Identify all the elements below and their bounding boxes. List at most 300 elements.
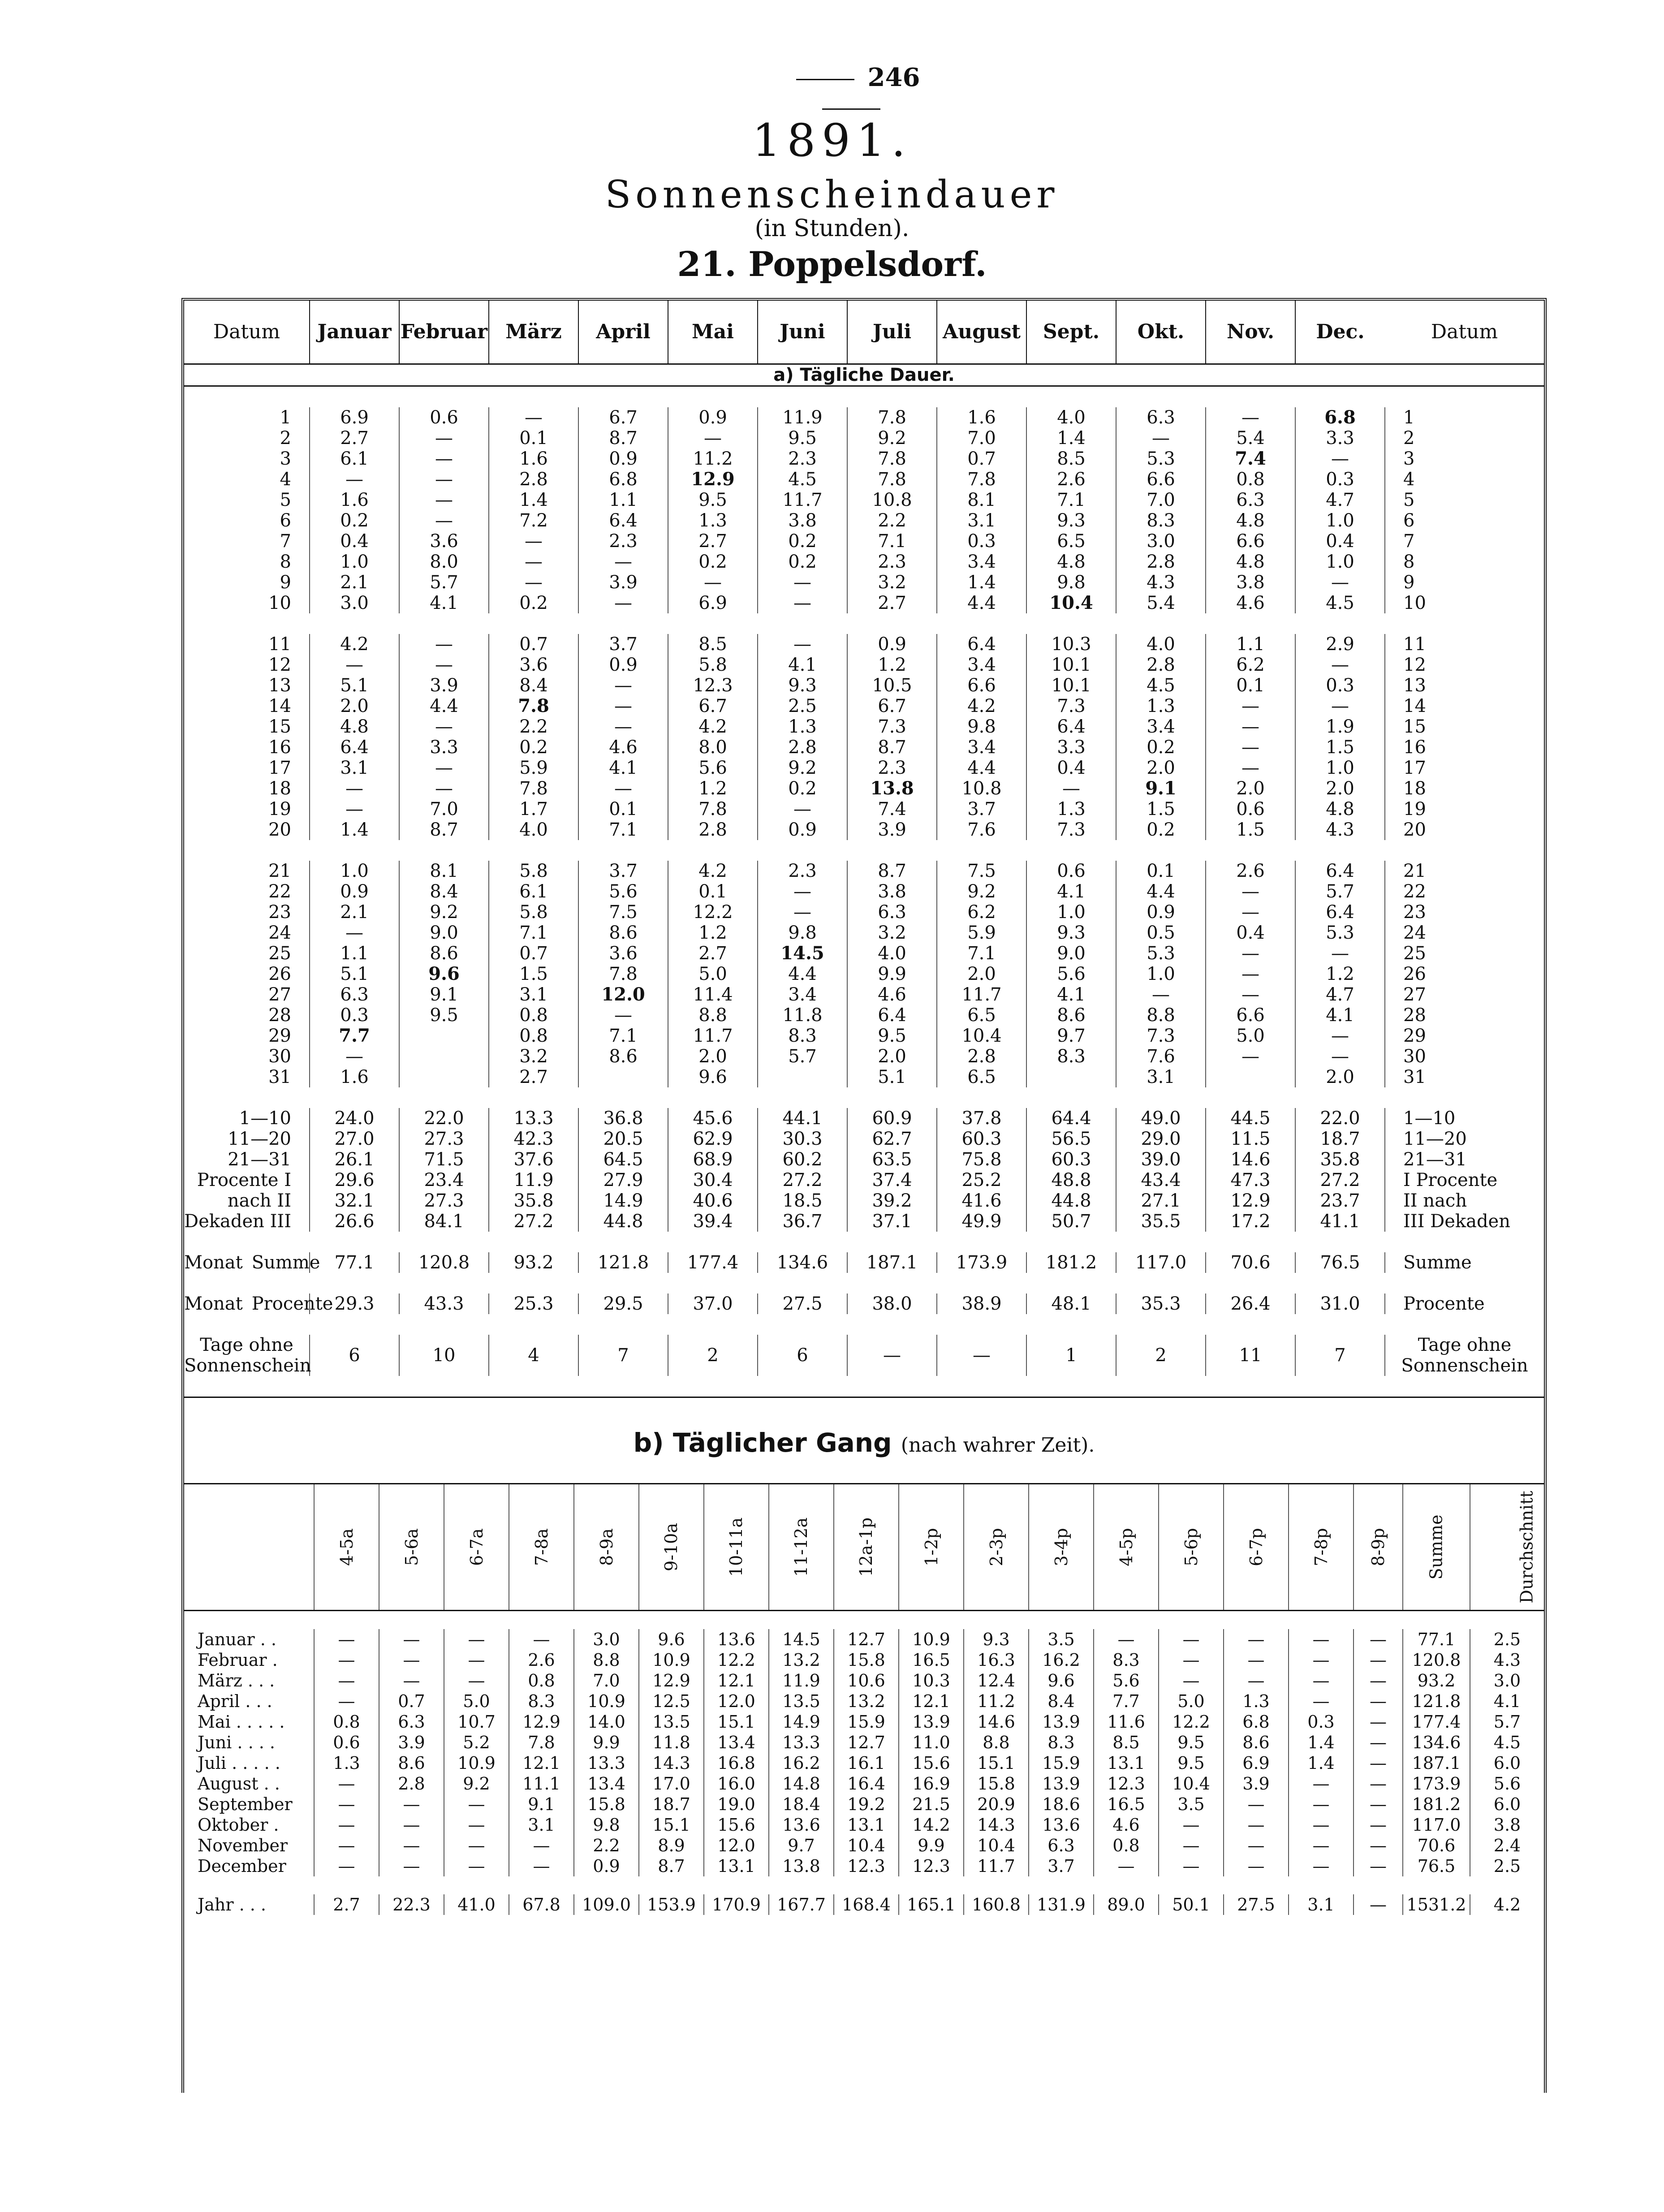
daily-row-19 [184, 799, 1544, 819]
decade-cell: 56.5 [1026, 1129, 1116, 1149]
hourly-cell: 13.8 [769, 1856, 834, 1876]
hourly-cell: 9.2 [444, 1773, 509, 1794]
procente-cell: 26.6 [310, 1211, 399, 1232]
hourly-cell: 4.1 [1470, 1691, 1544, 1712]
daily-cell: 3.3 [1026, 737, 1116, 758]
daily-cell: — [1295, 1046, 1385, 1067]
jahr-cell: 4.2 [1470, 1894, 1544, 1915]
decade-cell: 21—31 [228, 1149, 291, 1170]
daily-cell: 4.8 [1295, 799, 1385, 819]
daily-cell: 5.9 [937, 923, 1026, 943]
daily-cell: 6.2 [937, 902, 1026, 923]
hourly-cell: 3.9 [379, 1732, 444, 1753]
daily-cell [399, 1046, 489, 1067]
daily-cell: 2.8 [758, 737, 847, 758]
daily-cell: 6.2 [1206, 655, 1295, 675]
header-8: August [937, 301, 1026, 364]
hour-header-8 [834, 1484, 899, 1611]
daily-cell: 31 [268, 1067, 291, 1087]
daily-cell: 0.2 [1116, 737, 1206, 758]
daily-cell: 7.4 [847, 799, 937, 819]
hourly-cell: 2.5 [1470, 1629, 1544, 1650]
daily-cell: 1.0 [310, 861, 399, 881]
daily-cell: — [489, 552, 578, 572]
hourly-cell: 14.3 [639, 1753, 704, 1773]
daily-cell: — [578, 696, 668, 716]
hourly-row [184, 1732, 1544, 1753]
daily-cell: 13 [1385, 675, 1544, 696]
daily-cell: 6.7 [668, 696, 758, 716]
daily-cell: 1.1 [578, 490, 668, 510]
hourly-cell: 7.7 [1094, 1691, 1159, 1712]
jahr-cell: 2.7 [314, 1894, 379, 1915]
hourly-cell: — [314, 1794, 379, 1815]
hourly-row [184, 1794, 1544, 1815]
procente-cell: 41.1 [1295, 1211, 1385, 1232]
decade-cell: 30.3 [758, 1129, 847, 1149]
daily-cell: — [578, 1005, 668, 1026]
hourly-cell: December [198, 1856, 286, 1876]
procente-row [184, 1190, 1544, 1211]
hourly-cell: 11.6 [1094, 1712, 1159, 1732]
daily-cell: — [399, 428, 489, 448]
daily-cell: — [1206, 1046, 1295, 1067]
hourly-cell: — [1354, 1650, 1403, 1670]
daily-cell: 7.8 [847, 407, 937, 428]
hourly-cell: — [1289, 1629, 1354, 1650]
daily-cell: 8.1 [937, 490, 1026, 510]
daily-cell: 0.1 [1116, 861, 1206, 881]
hourly-cell: 5.7 [1470, 1712, 1544, 1732]
monat-label: Monat [184, 1252, 243, 1273]
hourly-cell: 2.2 [574, 1835, 639, 1856]
daily-cell: — [1116, 984, 1206, 1005]
daily-cell: 21 [268, 861, 291, 881]
daily-cell: 0.7 [937, 448, 1026, 469]
daily-cell: 1.1 [1206, 634, 1295, 655]
procente_monat-row [184, 1294, 1544, 1314]
hourly-cell: 3.7 [1029, 1856, 1094, 1876]
daily-row-31 [184, 1067, 1544, 1087]
decade-row [184, 1149, 1544, 1170]
procente-cell: 29.6 [310, 1170, 399, 1190]
hourly-cell: — [1289, 1794, 1354, 1815]
procente-label-right: III Dekaden [1385, 1211, 1544, 1232]
decade-cell: 27.0 [310, 1129, 399, 1149]
daily-cell: 7.2 [489, 510, 578, 531]
hourly-cell: 20.9 [964, 1794, 1029, 1815]
daily-cell: 4.1 [578, 758, 668, 778]
daily-cell: — [1206, 696, 1295, 716]
daily-cell: 9.0 [399, 923, 489, 943]
daily-cell: 5.0 [668, 964, 758, 984]
hourly-cell: 16.9 [899, 1773, 964, 1794]
hourly-cell: 13.3 [574, 1753, 639, 1773]
procente-cell: 27.2 [758, 1170, 847, 1190]
hourly-row [184, 1650, 1544, 1670]
daily-cell: 1.6 [310, 490, 399, 510]
spacer [184, 1232, 1544, 1252]
daily-cell [399, 1067, 489, 1087]
daily-cell: 8.6 [1026, 1005, 1116, 1026]
daily-cell: 9 [1385, 572, 1544, 593]
daily-cell: 0.8 [1206, 469, 1295, 490]
daily-cell: — [758, 799, 847, 819]
daily-cell: 6.4 [1026, 716, 1116, 737]
daily-cell: — [310, 469, 399, 490]
daily-cell: — [310, 778, 399, 799]
procente-cell: 47.3 [1206, 1170, 1295, 1190]
daily-cell: 1.6 [310, 1067, 399, 1087]
hour-header-text: 4-5a [336, 1528, 357, 1566]
procente_monat-cell: 43.3 [399, 1294, 489, 1314]
daily-cell: 2.7 [668, 531, 758, 552]
daily-cell: 1.0 [1295, 552, 1385, 572]
daily-cell: 4.8 [1026, 552, 1116, 572]
procente-cell: 39.4 [668, 1211, 758, 1232]
daily-cell: 12.0 [578, 984, 668, 1005]
hourly-cell: — [1289, 1835, 1354, 1856]
daily-cell: — [399, 490, 489, 510]
daily-cell: 0.4 [1295, 531, 1385, 552]
daily-cell: 2.7 [847, 593, 937, 613]
daily-cell: 2.0 [937, 964, 1026, 984]
daily-row-25 [184, 943, 1544, 964]
daily-cell: 3.4 [758, 984, 847, 1005]
daily-cell: 5.8 [489, 902, 578, 923]
decade-cell: 37.8 [937, 1108, 1026, 1129]
daily-cell: 0.1 [1206, 675, 1295, 696]
decade-cell: 64.4 [1026, 1108, 1116, 1129]
daily-cell: 9.5 [758, 428, 847, 448]
daily-cell: 8.6 [578, 923, 668, 943]
jahr-cell: 50.1 [1159, 1894, 1224, 1915]
daily-cell: 3.8 [847, 881, 937, 902]
procente-cell: 11.9 [489, 1170, 578, 1190]
section-a-heading: a) Tägliche Dauer. [184, 364, 1544, 386]
daily-cell: 4 [1385, 469, 1544, 490]
summe-cell: 177.4 [668, 1252, 758, 1273]
daily-cell: 4.8 [1206, 510, 1295, 531]
jahr-cell: 170.9 [704, 1894, 769, 1915]
hourly-cell: September [198, 1794, 293, 1814]
daily-cell: 12.3 [668, 675, 758, 696]
hourly-cell: — [1354, 1773, 1403, 1794]
daily-cell: 4.4 [937, 758, 1026, 778]
decade-cell: 60.3 [937, 1129, 1026, 1149]
daily-cell: 10.5 [847, 675, 937, 696]
daily-cell: 9.8 [937, 716, 1026, 737]
daily-cell: 3.1 [310, 758, 399, 778]
hourly-cell: 77.1 [1403, 1629, 1470, 1650]
daily-cell: 4.1 [1026, 881, 1116, 902]
procente-cell: 37.1 [847, 1211, 937, 1232]
daily-cell: 7.1 [578, 1026, 668, 1046]
hourly-cell: 15.6 [704, 1815, 769, 1835]
daily-cell: 5 [1385, 490, 1544, 510]
daily-row-11 [184, 634, 1544, 655]
hourly-cell: 3.5 [1029, 1629, 1094, 1650]
daily-cell: 7.7 [310, 1026, 399, 1046]
hourly-cell: 15.6 [899, 1753, 964, 1773]
daily-cell: 0.9 [758, 819, 847, 840]
summe-label [184, 1252, 320, 1273]
daily-cell: 6.4 [847, 1005, 937, 1026]
hourly-cell: 8.9 [639, 1835, 704, 1856]
procente_monat-cell: 48.1 [1026, 1294, 1116, 1314]
tage-cell: — [937, 1335, 1026, 1376]
summe-cell: 134.6 [758, 1252, 847, 1273]
procente-cell: 27.2 [489, 1211, 578, 1232]
hourly-cell: 2.5 [1470, 1856, 1544, 1876]
hourly-cell: 9.6 [639, 1629, 704, 1650]
daily-cell: 0.6 [1026, 861, 1116, 881]
daily-row-7 [184, 531, 1544, 552]
jahr-cell: 165.1 [899, 1894, 964, 1915]
daily-cell: 6.3 [310, 984, 399, 1005]
daily-cell: 3.9 [847, 819, 937, 840]
decade-cell: 27.3 [399, 1129, 489, 1149]
daily-cell: 6.7 [847, 696, 937, 716]
daily-cell: 6.3 [1116, 407, 1206, 428]
daily-cell: 4.4 [758, 964, 847, 984]
spacer [184, 1611, 1544, 1630]
daily-cell: 7.3 [847, 716, 937, 737]
daily-cell: 8.7 [847, 737, 937, 758]
hour-header-row [184, 1484, 1544, 1611]
daily-cell: 24 [1385, 923, 1544, 943]
decade-cell: 11—20 [228, 1129, 291, 1149]
daily-cell: 7.3 [1026, 819, 1116, 840]
daily-cell: 4.0 [847, 943, 937, 964]
daily-cell: 4.0 [489, 819, 578, 840]
daily-cell: 26 [1385, 964, 1544, 984]
hourly-cell: — [1354, 1856, 1403, 1876]
daily-cell: 10.3 [1026, 634, 1116, 655]
hourly-cell: 11.2 [964, 1691, 1029, 1712]
daily-cell: 2.8 [489, 469, 578, 490]
hourly-cell: 14.3 [964, 1815, 1029, 1835]
procente-label: Procente I [197, 1170, 291, 1190]
hourly-cell: 9.5 [1159, 1732, 1224, 1753]
daily-cell: 8.3 [1116, 510, 1206, 531]
hour-header-9 [899, 1484, 964, 1611]
decade-cell: 44.1 [758, 1108, 847, 1129]
daily-cell [758, 1067, 847, 1087]
decade-cell: 24.0 [310, 1108, 399, 1129]
hourly-cell: 8.3 [509, 1691, 574, 1712]
daily-cell: — [1206, 881, 1295, 902]
summe-cell: 120.8 [399, 1252, 489, 1273]
procente-cell: 50.7 [1026, 1211, 1116, 1232]
daily-cell: 7.8 [578, 964, 668, 984]
daily-cell: 0.3 [310, 1005, 399, 1026]
daily-cell: 3.3 [1295, 428, 1385, 448]
decade-cell: 37.6 [489, 1149, 578, 1170]
procente_monat-cell: 27.5 [758, 1294, 847, 1314]
daily-cell [578, 1067, 668, 1087]
daily-cell: 5.7 [758, 1046, 847, 1067]
daily-cell: 5.3 [1295, 923, 1385, 943]
hourly-cell: 9.7 [769, 1835, 834, 1856]
daily-cell: 11.9 [758, 407, 847, 428]
hourly-cell: 6.8 [1224, 1712, 1289, 1732]
procente-cell: 27.9 [578, 1170, 668, 1190]
procente-cell: 48.8 [1026, 1170, 1116, 1190]
hourly-cell: 9.9 [899, 1835, 964, 1856]
hourly-cell: — [1354, 1732, 1403, 1753]
tage-cell: 4 [489, 1335, 578, 1376]
daily-cell: 7.5 [578, 902, 668, 923]
jahr-row [184, 1894, 1544, 1915]
hour-header-text: 10-11a [726, 1517, 746, 1577]
daily-cell: 8.1 [399, 861, 489, 881]
tage-label-right: Tage ohne Sonnenschein [1385, 1335, 1544, 1376]
hourly-cell: Oktober . [198, 1815, 279, 1835]
daily-cell: 9.8 [758, 923, 847, 943]
procente-cell: 27.3 [399, 1190, 489, 1211]
jahr-cell: 109.0 [574, 1894, 639, 1915]
jahr-cell: — [1354, 1894, 1403, 1915]
daily-cell: 26 [268, 964, 291, 984]
daily-cell: 4.4 [1116, 881, 1206, 902]
daily-cell: 3 [1385, 448, 1544, 469]
daily-cell: 6.9 [668, 593, 758, 613]
spacer [184, 1273, 1544, 1294]
daily-cell: 8.0 [668, 737, 758, 758]
daily-cell: 11 [1385, 634, 1544, 655]
daily-cell: 0.9 [1116, 902, 1206, 923]
daily-cell: — [310, 1046, 399, 1067]
hourly-cell: 13.9 [899, 1712, 964, 1732]
jahr-cell: 168.4 [834, 1894, 899, 1915]
hour-header-12 [1094, 1484, 1159, 1611]
hourly-cell: — [1354, 1629, 1403, 1650]
procente-label-right: II nach [1385, 1190, 1544, 1211]
daily-cell: 5 [280, 490, 291, 510]
daily-cell: 6.3 [847, 902, 937, 923]
daily-cell: — [1206, 964, 1295, 984]
daily-cell: 7.8 [489, 778, 578, 799]
daily-cell: 1.7 [489, 799, 578, 819]
hourly-cell: 9.5 [1159, 1753, 1224, 1773]
daily-cell: 5.0 [1206, 1026, 1295, 1046]
daily-cell: 1.1 [310, 943, 399, 964]
tage-label: Tage ohne Sonnenschein [184, 1335, 311, 1376]
daily-cell: 30 [268, 1046, 291, 1067]
daily-cell: 9.6 [399, 964, 489, 984]
daily-cell: 8 [1385, 552, 1544, 572]
decade-cell: 21—31 [1385, 1149, 1544, 1170]
hour-header-18 [1470, 1484, 1544, 1611]
hourly-cell: 13.4 [704, 1732, 769, 1753]
tage-cell: 11 [1206, 1335, 1295, 1376]
hourly-cell: 14.9 [769, 1712, 834, 1732]
hourly-cell: — [314, 1815, 379, 1835]
hourly-cell: 1.3 [314, 1753, 379, 1773]
daily-cell: 0.3 [1295, 469, 1385, 490]
daily-cell: 11.7 [937, 984, 1026, 1005]
daily-cell: 13.8 [847, 778, 937, 799]
decade-cell: 71.5 [399, 1149, 489, 1170]
daily-cell: — [758, 902, 847, 923]
daily-cell: 6 [1385, 510, 1544, 531]
hourly-cell: — [379, 1835, 444, 1856]
daily-cell: 7.3 [1026, 696, 1116, 716]
daily-cell: 9.2 [399, 902, 489, 923]
daily-row-22 [184, 881, 1544, 902]
hour-header-text: 5-6p [1181, 1528, 1201, 1566]
hourly-cell: 10.9 [574, 1691, 639, 1712]
daily-cell: 7.0 [937, 428, 1026, 448]
hourly-cell: 6.3 [1029, 1835, 1094, 1856]
daily-cell: 1.3 [758, 716, 847, 737]
daily-cell: 3.2 [489, 1046, 578, 1067]
daily-cell: 24 [268, 923, 291, 943]
tage-cell: 7 [578, 1335, 668, 1376]
daily-cell: 11.8 [758, 1005, 847, 1026]
daily-cell: 0.9 [668, 407, 758, 428]
procente_monat-cell: 38.9 [937, 1294, 1026, 1314]
spacer [184, 613, 1544, 634]
daily-cell: 0.2 [758, 552, 847, 572]
daily-cell [1026, 1067, 1116, 1087]
daily-cell: 3.0 [310, 593, 399, 613]
daily-cell: 0.2 [758, 531, 847, 552]
month-header-row [184, 301, 1544, 364]
daily-cell: 7.0 [399, 799, 489, 819]
hourly-cell: 134.6 [1403, 1732, 1470, 1753]
hourly-cell: 5.2 [444, 1732, 509, 1753]
daily-cell: 6.6 [1206, 1005, 1295, 1026]
daily-cell: — [310, 799, 399, 819]
hourly-cell: 4.3 [1470, 1650, 1544, 1670]
daily-row-28 [184, 1005, 1544, 1026]
hourly-cell: 1.4 [1289, 1732, 1354, 1753]
daily-cell: 10 [268, 593, 291, 613]
daily-cell: 28 [268, 1005, 291, 1026]
hourly-cell: 12.9 [639, 1670, 704, 1691]
hourly-cell: 9.3 [964, 1629, 1029, 1650]
hourly-cell: 12.4 [964, 1670, 1029, 1691]
hourly-cell: Juni . . . . [198, 1733, 275, 1752]
daily-cell: 7.0 [1116, 490, 1206, 510]
hourly-cell: — [379, 1629, 444, 1650]
daily-duration-table [184, 301, 1544, 1397]
daily-cell: 0.2 [489, 737, 578, 758]
summe-row [184, 1252, 1544, 1273]
daily-row-5 [184, 490, 1544, 510]
hourly-cell: — [1289, 1815, 1354, 1835]
daily-cell: — [758, 593, 847, 613]
daily-cell: 0.3 [1295, 675, 1385, 696]
summe-cell: 70.6 [1206, 1252, 1295, 1273]
hourly-row [184, 1835, 1544, 1856]
hour-header-text: 9-10a [661, 1522, 681, 1572]
daily-cell: 1.6 [937, 407, 1026, 428]
hour-header-0 [314, 1484, 379, 1611]
daily-cell: 2.3 [758, 861, 847, 881]
daily-row-4 [184, 469, 1544, 490]
daily-cell: 2.9 [1295, 634, 1385, 655]
hourly-cell: 17.0 [639, 1773, 704, 1794]
daily-cell: 5.6 [668, 758, 758, 778]
hourly-row [184, 1629, 1544, 1650]
procente_monat-cell: 29.3 [310, 1294, 399, 1314]
daily-cell: — [758, 881, 847, 902]
hourly-cell: — [444, 1629, 509, 1650]
daily-cell: 6.4 [578, 510, 668, 531]
